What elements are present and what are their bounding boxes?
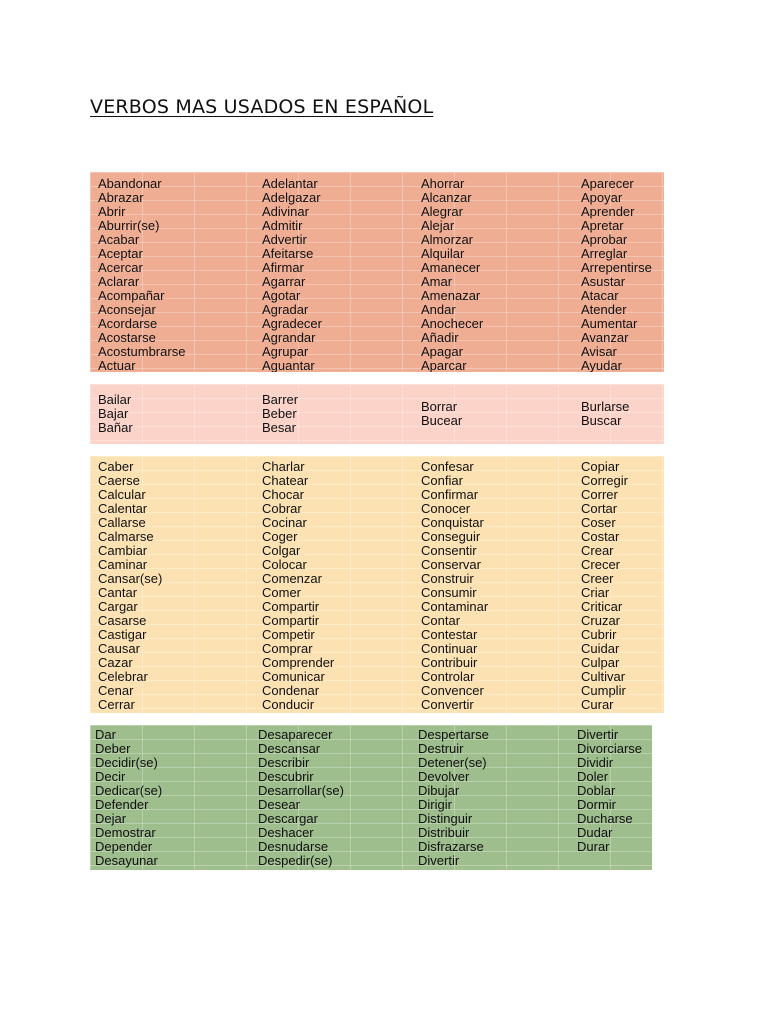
verb-item: Aguantar	[262, 358, 315, 372]
verb-item: Aprobar	[581, 232, 628, 247]
verb-item: Colgar	[262, 543, 301, 558]
verb-item: Comprar	[262, 641, 313, 656]
verb-column-b-2	[262, 393, 298, 435]
verb-item: Controlar	[421, 669, 475, 684]
verb-item: Cobrar	[262, 501, 302, 516]
verb-item: Ducharse	[577, 811, 633, 826]
verb-item: Descargar	[258, 811, 318, 826]
verb-item: Abandonar	[98, 176, 162, 191]
verb-item: Cambiar	[98, 543, 148, 558]
verb-item: Andar	[421, 302, 456, 317]
verb-item: Decir	[95, 769, 126, 784]
verb-item: Abrir	[98, 204, 126, 219]
verb-block-c	[90, 456, 664, 713]
verb-item: Consentir	[421, 543, 477, 558]
verb-item: Actuar	[98, 358, 136, 372]
verb-item: Arrepentirse	[581, 260, 652, 275]
verb-column-c-3	[421, 460, 488, 712]
verb-item: Doler	[577, 769, 609, 784]
verb-item: Cuidar	[581, 641, 620, 656]
verb-item: Atender	[581, 302, 627, 317]
verb-item: Acordarse	[98, 316, 158, 331]
verb-column-c-2	[262, 460, 334, 712]
verb-block-b	[90, 384, 664, 444]
verb-item: Dibujar	[418, 783, 460, 798]
verb-item: Conservar	[421, 557, 481, 572]
verb-column-a-4	[581, 177, 652, 372]
verb-item: Aprender	[581, 204, 635, 219]
verb-item: Bucear	[421, 413, 463, 428]
verb-item: Dividir	[577, 755, 614, 770]
verb-item: Alquilar	[421, 246, 465, 261]
verb-item: Competir	[262, 627, 315, 642]
verb-item: Alegrar	[421, 204, 463, 219]
verb-item: Acompañar	[98, 288, 165, 303]
verb-item: Aparecer	[581, 176, 634, 191]
verb-item: Costar	[581, 529, 620, 544]
verb-item: Despedir(se)	[258, 853, 333, 868]
verb-column-c-1	[98, 460, 162, 712]
verb-item: Describir	[258, 755, 310, 770]
verb-item: Alcanzar	[421, 190, 472, 205]
verb-item: Advertir	[262, 232, 307, 247]
verb-item: Criar	[581, 585, 610, 600]
verb-item: Cortar	[581, 501, 618, 516]
verb-item: Causar	[98, 641, 140, 656]
verb-item: Deber	[95, 741, 131, 756]
verb-item: Devolver	[418, 769, 470, 784]
verb-item: Cansar(se)	[98, 571, 163, 586]
verb-item: Aceptar	[98, 246, 143, 261]
verb-item: Compartir	[262, 613, 320, 628]
verb-item: Aburrir(se)	[98, 218, 160, 233]
verb-item: Desarrollar(se)	[258, 783, 344, 798]
verb-item: Amar	[421, 274, 453, 289]
verb-item: Dar	[95, 727, 116, 742]
verb-item: Apoyar	[581, 190, 623, 205]
verb-item: Detener(se)	[418, 755, 487, 770]
verb-item: Agarrar	[262, 274, 306, 289]
verb-item: Defender	[95, 797, 149, 812]
verb-item: Desear	[258, 797, 300, 812]
verb-item: Decidir(se)	[95, 755, 158, 770]
verb-item: Contestar	[421, 627, 478, 642]
verb-item: Acabar	[98, 232, 140, 247]
verb-item: Cazar	[98, 655, 133, 670]
verb-item: Correr	[581, 487, 618, 502]
verb-item: Acercar	[98, 260, 143, 275]
verb-item: Atacar	[581, 288, 619, 303]
verb-item: Cenar	[98, 683, 134, 698]
verb-item: Añadir	[421, 330, 459, 345]
verb-item: Construir	[421, 571, 474, 586]
verb-item: Avanzar	[581, 330, 629, 345]
verb-column-b-3	[421, 400, 462, 428]
verb-item: Contaminar	[421, 599, 489, 614]
verb-column-a-1	[98, 177, 185, 372]
verb-item: Despertarse	[418, 727, 489, 742]
verb-item: Divertir	[418, 853, 460, 868]
verb-item: Coger	[262, 529, 298, 544]
verb-column-d-4	[577, 728, 642, 854]
verb-item: Condenar	[262, 683, 320, 698]
verb-item: Divertir	[577, 727, 619, 742]
verb-item: Afirmar	[262, 260, 304, 275]
page-title: VERBOS MAS USADOS EN ESPAÑOL	[90, 96, 434, 118]
verb-item: Distribuir	[418, 825, 470, 840]
verb-item: Coser	[581, 515, 616, 530]
verb-item: Compartir	[262, 599, 320, 614]
verb-item: Avisar	[581, 344, 617, 359]
verb-item: Agrupar	[262, 344, 309, 359]
verb-column-d-1	[95, 728, 162, 868]
verb-item: Cruzar	[581, 613, 621, 628]
verb-item: Agrandar	[262, 330, 316, 345]
verb-item: Desnudarse	[258, 839, 329, 854]
verb-item: Doblar	[577, 783, 616, 798]
verb-item: Aumentar	[581, 316, 638, 331]
verb-item: Caerse	[98, 473, 140, 488]
verb-item: Culpar	[581, 655, 620, 670]
verb-item: Beber	[262, 406, 297, 421]
verb-block-a	[90, 172, 664, 372]
verb-item: Desaparecer	[258, 727, 333, 742]
verb-item: Arreglar	[581, 246, 628, 261]
verb-item: Descansar	[258, 741, 321, 756]
verb-item: Adelgazar	[262, 190, 321, 205]
verb-item: Bajar	[98, 406, 129, 421]
verb-item: Adelantar	[262, 176, 318, 191]
verb-item: Conducir	[262, 697, 315, 712]
verb-column-b-1	[98, 393, 133, 435]
verb-item: Besar	[262, 420, 296, 435]
verb-column-b-4	[581, 400, 629, 428]
verb-item: Calmarse	[98, 529, 154, 544]
verb-item: Chocar	[262, 487, 304, 502]
verb-column-a-3	[421, 177, 483, 372]
verb-item: Bailar	[98, 392, 132, 407]
verb-item: Apagar	[421, 344, 463, 359]
verb-item: Dirigir	[418, 797, 452, 812]
verb-item: Curar	[581, 697, 614, 712]
verb-item: Chatear	[262, 473, 309, 488]
verb-item: Crecer	[581, 557, 621, 572]
verb-column-c-4	[581, 460, 628, 712]
verb-item: Descubrir	[258, 769, 314, 784]
verb-item: Comunicar	[262, 669, 325, 684]
verb-column-d-3	[418, 728, 489, 868]
verb-item: Calcular	[98, 487, 146, 502]
verb-item: Durar	[577, 839, 610, 854]
verb-item: Caber	[98, 459, 134, 474]
verb-item: Admitir	[262, 218, 303, 233]
verb-item: Casarse	[98, 613, 147, 628]
verb-item: Callarse	[98, 515, 146, 530]
verb-item: Cocinar	[262, 515, 307, 530]
verb-item: Cantar	[98, 585, 138, 600]
verb-item: Agradar	[262, 302, 309, 317]
verb-item: Contar	[421, 613, 461, 628]
verb-item: Caminar	[98, 557, 148, 572]
verb-item: Aclarar	[98, 274, 140, 289]
verb-item: Corregir	[581, 473, 628, 488]
verb-item: Celebrar	[98, 669, 148, 684]
verb-item: Colocar	[262, 557, 307, 572]
verb-item: Dedicar(se)	[95, 783, 163, 798]
verb-item: Charlar	[262, 459, 305, 474]
verb-item: Burlarse	[581, 399, 630, 414]
verb-item: Consumir	[421, 585, 477, 600]
verb-item: Comprender	[262, 655, 335, 670]
verb-item: Agotar	[262, 288, 301, 303]
verb-item: Acostarse	[98, 330, 156, 345]
verb-item: Ahorrar	[421, 176, 465, 191]
verb-item: Dudar	[577, 825, 613, 840]
verb-item: Cultivar	[581, 669, 626, 684]
verb-item: Calentar	[98, 501, 148, 516]
verb-item: Convencer	[421, 683, 484, 698]
verb-item: Apretar	[581, 218, 624, 233]
verb-item: Buscar	[581, 413, 622, 428]
verb-item: Desayunar	[95, 853, 158, 868]
verb-item: Distinguir	[418, 811, 473, 826]
verb-item: Aparcar	[421, 358, 467, 372]
verb-item: Comer	[262, 585, 302, 600]
verb-item: Confiar	[421, 473, 463, 488]
verb-block-d	[90, 725, 652, 870]
verb-item: Barrer	[262, 392, 299, 407]
verb-item: Adivinar	[262, 204, 309, 219]
verb-item: Conquistar	[421, 515, 484, 530]
verb-item: Copiar	[581, 459, 620, 474]
verb-item: Continuar	[421, 641, 478, 656]
verb-item: Depender	[95, 839, 153, 854]
verb-item: Conocer	[421, 501, 471, 516]
verb-item: Alejar	[421, 218, 455, 233]
verb-column-a-2	[262, 177, 322, 372]
verb-item: Castigar	[98, 627, 147, 642]
verb-item: Afeitarse	[262, 246, 314, 261]
verb-item: Destruir	[418, 741, 464, 756]
verb-item: Contribuir	[421, 655, 478, 670]
verb-item: Divorciarse	[577, 741, 643, 756]
verb-item: Bañar	[98, 420, 133, 435]
verb-item: Conseguir	[421, 529, 481, 544]
verb-item: Creer	[581, 571, 614, 586]
verb-column-d-2	[258, 728, 344, 868]
verb-item: Ayudar	[581, 358, 622, 372]
verb-item: Comenzar	[262, 571, 322, 586]
verb-item: Anochecer	[421, 316, 484, 331]
verb-item: Disfrazarse	[418, 839, 484, 854]
verb-item: Cumplir	[581, 683, 626, 698]
verb-item: Agradecer	[262, 316, 322, 331]
verb-item: Demostrar	[95, 825, 156, 840]
verb-item: Amanecer	[421, 260, 481, 275]
verb-item: Borrar	[421, 399, 458, 414]
verb-item: Crear	[581, 543, 614, 558]
verb-item: Abrazar	[98, 190, 144, 205]
verb-item: Acostumbrarse	[98, 344, 186, 359]
verb-item: Almorzar	[421, 232, 474, 247]
verb-item: Amenazar	[421, 288, 481, 303]
verb-item: Aconsejar	[98, 302, 156, 317]
verb-item: Cubrir	[581, 627, 617, 642]
verb-item: Asustar	[581, 274, 626, 289]
verb-item: Dormir	[577, 797, 616, 812]
verb-item: Convertir	[421, 697, 474, 712]
verb-item: Confesar	[421, 459, 474, 474]
verb-item: Cerrar	[98, 697, 135, 712]
verb-item: Dejar	[95, 811, 127, 826]
verb-item: Criticar	[581, 599, 623, 614]
verb-item: Cargar	[98, 599, 138, 614]
verb-item: Confirmar	[421, 487, 479, 502]
verb-item: Deshacer	[258, 825, 314, 840]
